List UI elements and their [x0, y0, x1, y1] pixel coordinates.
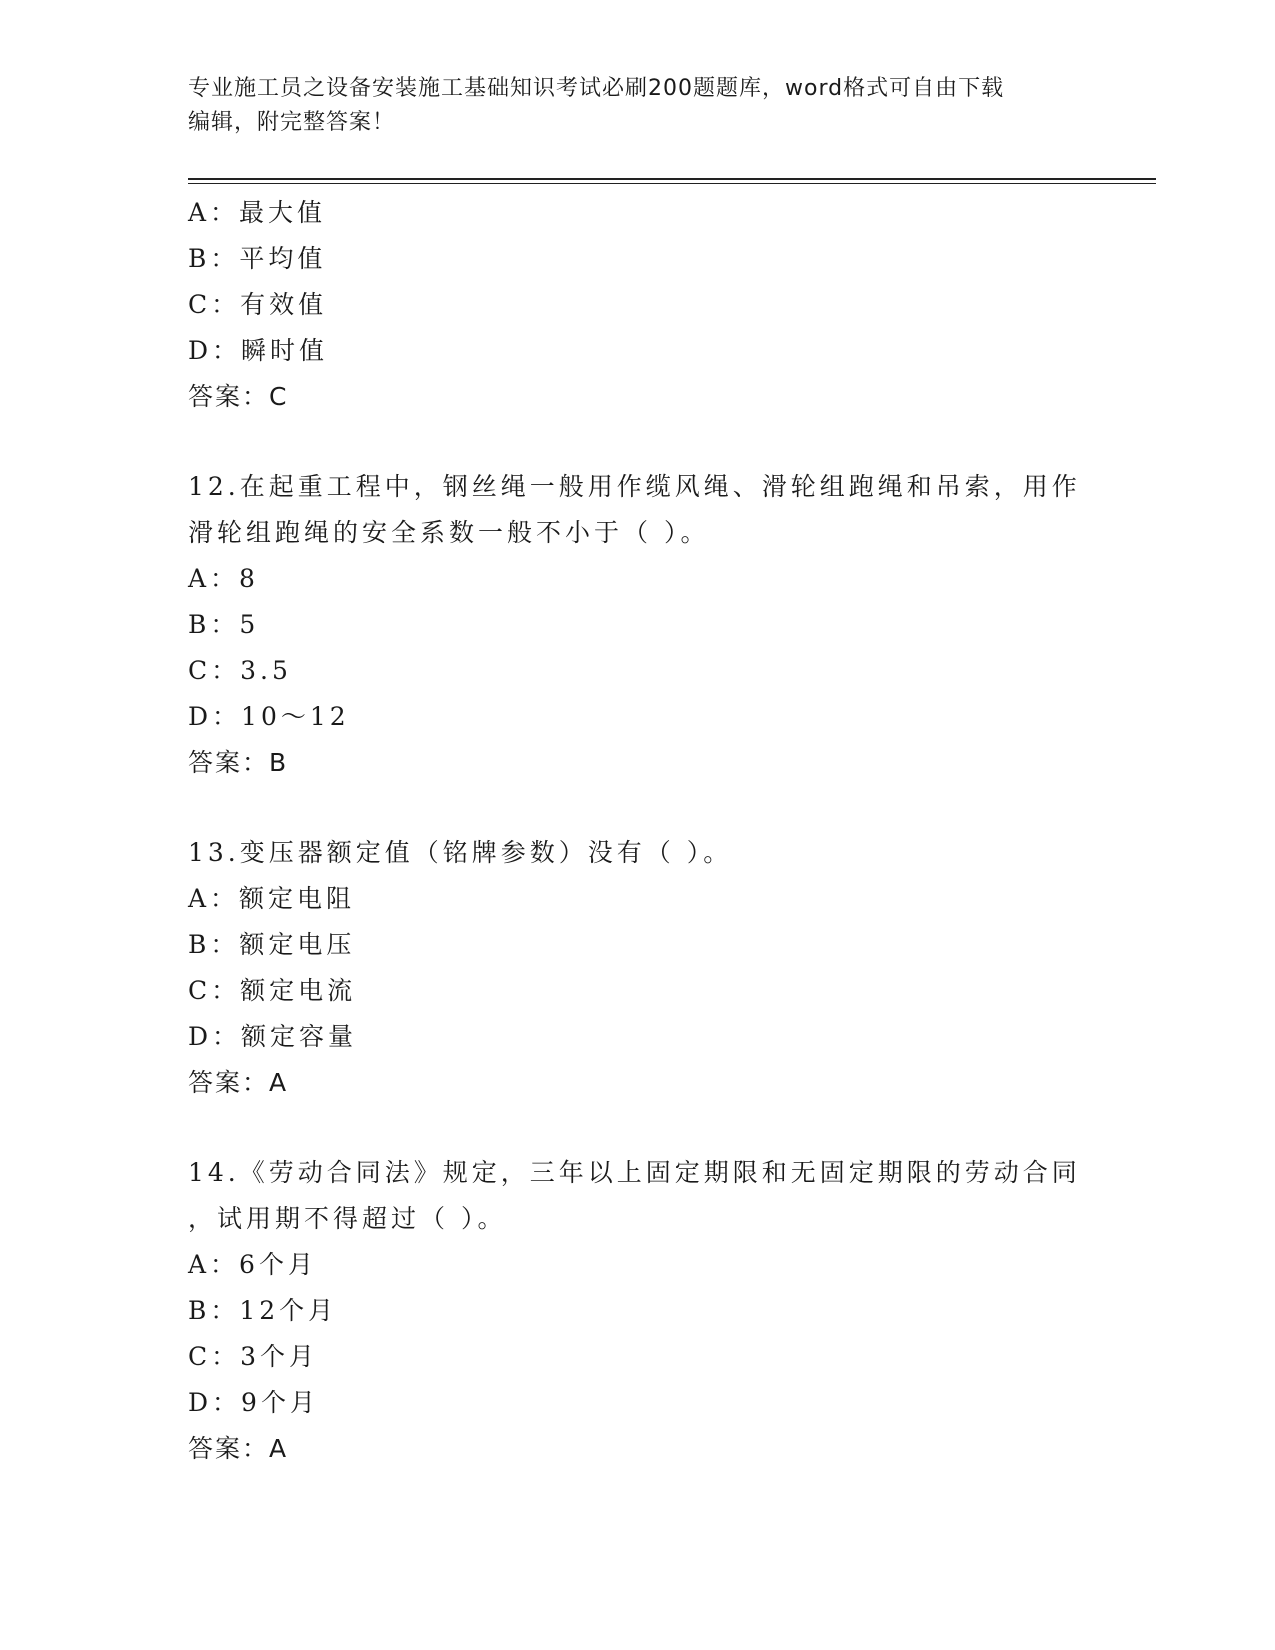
option-a: A：8 — [188, 564, 259, 593]
question-stem-line1: 12.在起重工程中，钢丝绳一般用作缆风绳、滑轮组跑绳和吊索，用作 — [188, 472, 1081, 501]
header-divider-thin — [188, 183, 1156, 184]
question-stem-line1: 13.变压器额定值（铭牌参数）没有（ ）。 — [188, 838, 733, 867]
question-stem-line1: 14.《劳动合同法》规定，三年以上固定期限和无固定期限的劳动合同 — [188, 1158, 1081, 1187]
question-13 — [188, 830, 1088, 1106]
option-c: C：3个月 — [188, 1342, 319, 1371]
question-stem-line2: ，试用期不得超过（ ）。 — [188, 1204, 507, 1233]
option-c: C：有效值 — [188, 290, 328, 319]
header-title-line2: 编辑，附完整答案！ — [188, 110, 396, 135]
option-b: B：5 — [188, 610, 260, 639]
option-c: C：额定电流 — [188, 976, 357, 1005]
header-title-line1: 专业施工员之设备安装施工基础知识考试必刷200题题库，word格式可自由下载 — [188, 76, 1005, 101]
header-divider-thick — [188, 178, 1156, 180]
question-11 — [188, 190, 1088, 420]
option-a: A：6个月 — [188, 1250, 317, 1279]
option-d: D：额定容量 — [188, 1022, 358, 1051]
option-d: D：9个月 — [188, 1388, 319, 1417]
question-spacer — [188, 786, 1088, 830]
answer-label: 答案：C — [188, 382, 289, 411]
answer-label: 答案：A — [188, 1068, 289, 1097]
question-list — [188, 190, 1088, 1472]
option-d: D：10～12 — [188, 702, 350, 731]
option-a: A：额定电阻 — [188, 884, 356, 913]
answer-label: 答案：B — [188, 748, 289, 777]
option-b: B：额定电压 — [188, 930, 356, 959]
question-stem-line2: 滑轮组跑绳的安全系数一般不小于（ ）。 — [188, 518, 710, 547]
question-12 — [188, 464, 1088, 786]
question-spacer — [188, 1106, 1088, 1150]
question-14 — [188, 1150, 1088, 1472]
question-spacer — [188, 420, 1088, 464]
option-b: B：12个月 — [188, 1296, 338, 1325]
option-d: D：瞬时值 — [188, 336, 329, 365]
option-c: C：3.5 — [188, 656, 292, 685]
document-header — [188, 72, 1088, 140]
option-b: B：平均值 — [188, 244, 327, 273]
answer-label: 答案：A — [188, 1434, 289, 1463]
option-a: A：最大值 — [188, 198, 327, 227]
